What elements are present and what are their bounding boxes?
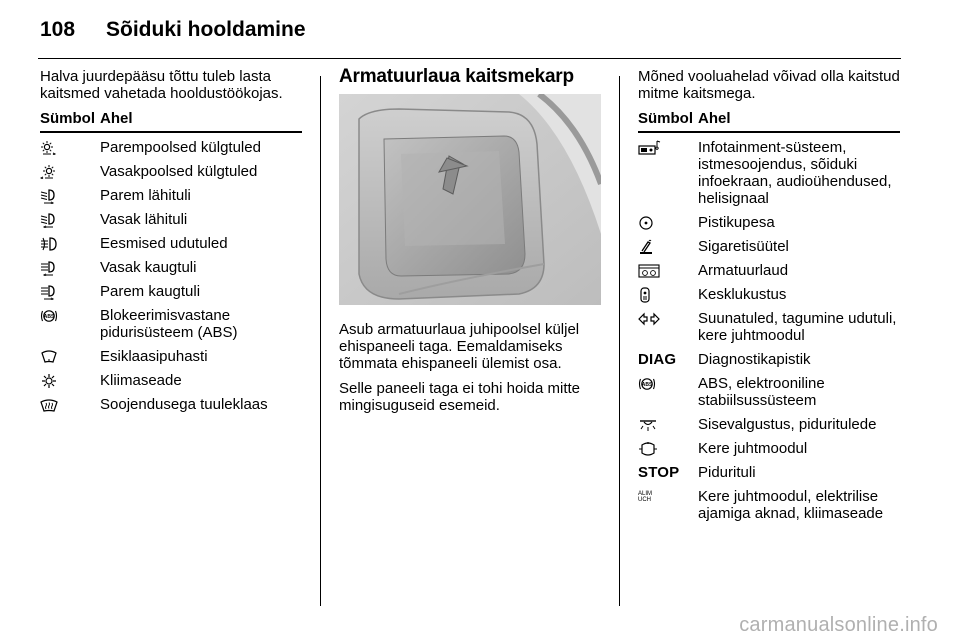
right-side-light-icon [40,139,100,156]
circuit-label: Piduritulі [698,464,756,481]
svg-text:ABS: ABS [641,381,653,388]
table-row [638,488,900,522]
section-heading: Armatuurlaua kaitsmekarp [339,66,574,87]
circuit-header: Ahel [100,110,133,127]
table-row [638,351,900,368]
circuit-label: Parempoolsed külgtuled [100,139,261,156]
table-row [40,187,302,204]
circuit-label: Kesklukustus [698,286,787,303]
climate-control-icon [40,372,100,389]
column-divider [619,76,620,606]
table-row [638,139,900,207]
circuit-label: Kere juhtmoodul, elektrilise ajamiga aknad, kliimaseade [698,488,884,522]
circuit-label: Parem kaugtuli [100,283,201,300]
table-row [638,310,900,344]
table-row [40,396,302,413]
abs-icon [638,375,698,392]
abs-icon [40,307,100,324]
circuit-label: Vasak kaugtuli [100,259,197,276]
table-row [638,262,900,279]
table-row [638,416,900,433]
table-row [638,464,900,481]
symbol-header: Sümbol [638,110,693,127]
page-title: Sõiduki hooldamine [106,18,306,41]
interior-light-icon [638,416,698,433]
header-rule [38,58,901,59]
cigarette-lighter-icon [638,238,698,255]
power-outlet-icon [638,214,698,231]
intro-text: Mõned vooluahelad võivad olla kaitstud mitme kaitsmega. [638,68,900,102]
circuit-label: Esiklaasipuhasti [100,348,208,365]
fuse-box-cover-photo [339,94,601,305]
left-side-light-icon [40,163,100,180]
table-row [40,348,302,365]
table-header [638,110,900,133]
circuit-label: Vasak lähituli [100,211,188,228]
symbol-header: Sümbol [40,110,95,127]
table-row [638,375,900,409]
table-row [40,259,302,276]
circuit-label: Suunatuled, tagumine udutuli, kere juhtmoodul [698,310,897,344]
body-control-module-icon [638,440,698,457]
windshield-washer-icon [40,348,100,365]
column-middle [339,68,601,422]
circuit-label: ABS, elektrooniline stabiilsussüsteem [698,375,825,409]
left-high-beam-icon [40,259,100,276]
front-fog-light-icon [40,235,100,252]
page-number: 108 [40,18,76,41]
location-text: Asub armatuurlaua juhipoolsel küljel ehispaneeli taga. Eemaldamiseks tõmmata ehispaneeli ülemist osa. [339,321,580,372]
fuse-table-right [638,139,900,522]
turn-signal-icon [638,310,698,327]
right-low-beam-icon [40,187,100,204]
symbol-label: STOP [638,464,680,481]
warning-text: Selle paneeli taga ei tohi hoida mitte mingisuguseid esemeid. [339,380,580,414]
table-row [40,139,302,156]
circuit-label: Kere juhtmoodul [698,440,808,457]
column-divider [320,76,321,606]
symbol-line: ALIM [638,490,653,497]
intro-text: Halva juurdepääsu tõttu tuleb lasta kaitsmed vahetada hooldustöökojas. [40,68,283,102]
column-left [40,68,302,420]
circuit-label: Parem lähituli [100,187,191,204]
circuit-label: Blokeerimisvastane pidurisüsteem (ABS) [100,307,238,341]
table-row [40,235,302,252]
circuit-label: Armatuurlaud [698,262,789,279]
symbol-line: UCH [638,496,651,503]
table-row [40,163,302,180]
symbol-label: DIAG [638,351,677,368]
circuit-header: Ahel [698,110,731,127]
right-high-beam-icon [40,283,100,300]
watermark: carmanualsonline.info [739,614,938,636]
circuit-label: Eesmised udutuled [100,235,228,252]
table-row [638,214,900,231]
table-row [40,283,302,300]
circuit-label: Vasakpoolsed külgtuled [100,163,258,180]
circuit-label: Diagnostikapistik [698,351,811,368]
infotainment-icon [638,139,698,156]
table-row [638,286,900,303]
column-right [638,68,900,529]
table-row [40,211,302,228]
page-header [40,18,306,42]
circuit-label: Soojendusega tuuleklaas [100,396,268,413]
table-row [40,307,302,341]
table-row [638,238,900,255]
circuit-label: Infotainment-süsteem, istmesoojendus, sõiduki infoekraan, audioühendused, helisignaal [698,139,892,207]
left-low-beam-icon [40,211,100,228]
table-row [40,372,302,389]
svg-text:ABS: ABS [43,313,55,320]
instrument-panel-icon [638,262,698,279]
circuit-label: Sisevalgustus, piduritulede [698,416,877,433]
circuit-label: Pistikupesa [698,214,775,231]
table-row [638,440,900,457]
circuit-label: Sigaretisüütel [698,238,789,255]
fuse-table-left [40,139,302,413]
table-header [40,110,302,133]
heated-windshield-icon [40,396,100,413]
circuit-label: Kliimaseade [100,372,182,389]
symbol-label [638,488,698,505]
central-lock-icon [638,286,698,303]
